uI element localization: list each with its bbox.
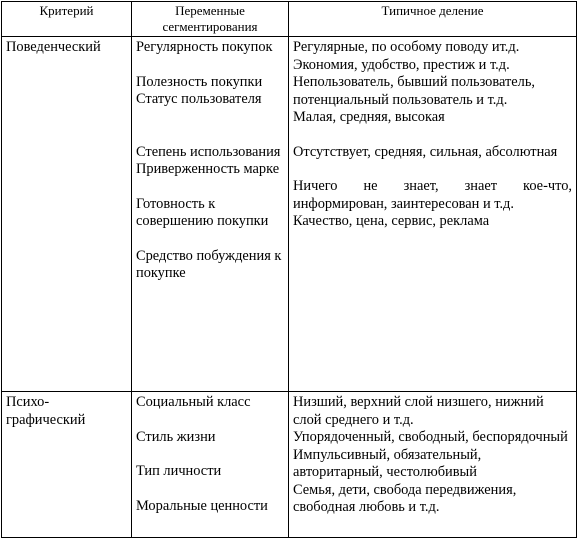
variable-item: Полезность покупки — [136, 73, 263, 90]
variable-item: Средство побуждения к покупке — [136, 247, 282, 281]
division-item: Экономия, удобство, престиж и т.д. — [293, 56, 510, 73]
variable-item: Готовность к совершению покупки — [136, 195, 269, 229]
division-item: Малая, средняя, высокая — [293, 109, 445, 125]
division-item: Отсутствует, средняя, сильная, абсолютная — [293, 143, 558, 160]
variable-item: Степень использования — [136, 143, 281, 160]
variables-cell-psychographic — [132, 392, 289, 538]
division-item: Качество, цена, сервис, реклама — [293, 213, 490, 229]
header-criterion: Критерий — [2, 2, 132, 37]
division-item: Импульсивный, обязательный, авторитарный, честолюбивый — [293, 446, 482, 480]
table-header-row — [2, 2, 577, 37]
table-row-behavioral — [2, 37, 577, 392]
variables-cell-behavioral — [132, 37, 289, 392]
criterion-cell-behavioral — [2, 37, 132, 392]
division-item: Ничего не знает, знает кое-что, информирован, заинтересован и т.д. — [293, 178, 572, 212]
division-item: Регулярные, по особому поводу ит.д. — [293, 39, 520, 55]
variable-item: Приверженность марке — [136, 161, 280, 177]
variable-item: Статус пользователя — [136, 91, 262, 107]
variable-item: Социальный класс — [136, 394, 251, 410]
criterion-label: Психо-графический — [6, 394, 86, 428]
table-row-psychographic — [2, 392, 577, 538]
header-typical-division: Типичное деление — [289, 2, 577, 37]
variable-item: Тип личности — [136, 463, 222, 479]
variable-item: Регулярность покупок — [136, 39, 273, 55]
header-variables: Переменные сегментирования — [132, 2, 289, 37]
divisions-cell-psychographic — [289, 392, 577, 538]
division-item: Упорядоченный, свободный, беспорядочный — [293, 429, 568, 445]
segmentation-table — [1, 1, 577, 538]
divisions-cell-behavioral — [289, 37, 577, 392]
criterion-label: Поведенческий — [6, 39, 101, 55]
division-item: Семья, дети, свобода передвижения, свободная любовь и т.д. — [293, 481, 517, 515]
division-item: Непользователь, бывший пользователь, потенциальный пользователь и т.д. — [293, 74, 536, 108]
variable-item: Стиль жизни — [136, 428, 216, 445]
criterion-cell-psychographic — [2, 392, 132, 538]
variable-item: Моральные ценности — [136, 497, 268, 514]
division-item: Низший, верхний слой низшего, нижний слой среднего и т.д. — [293, 394, 544, 428]
